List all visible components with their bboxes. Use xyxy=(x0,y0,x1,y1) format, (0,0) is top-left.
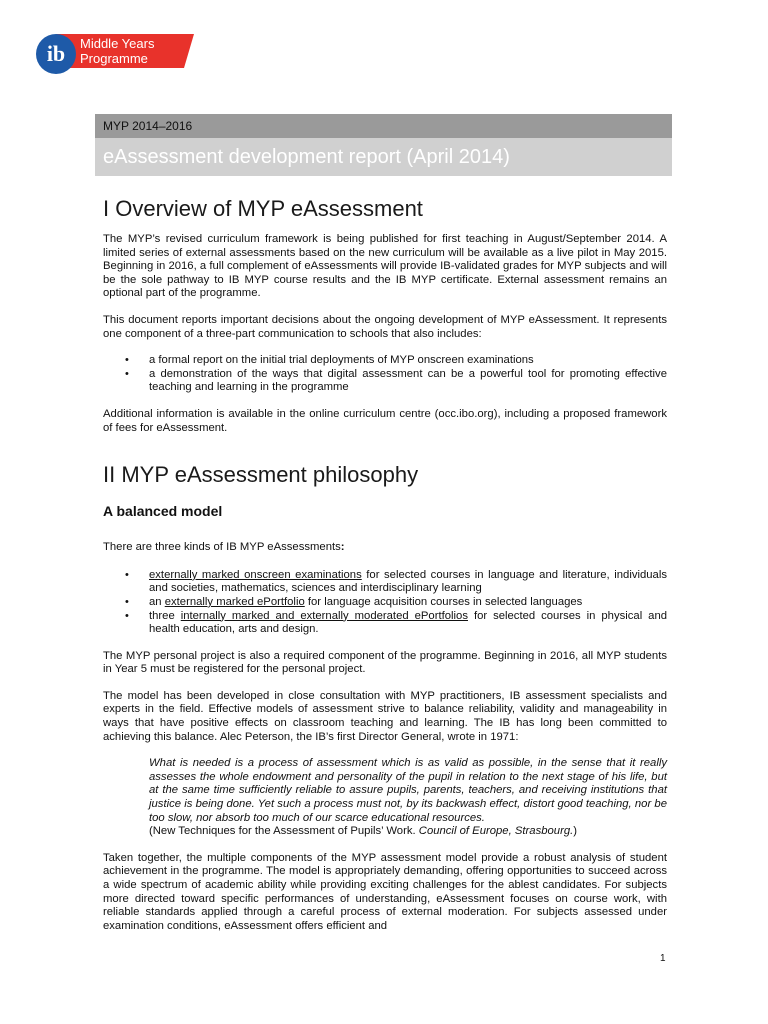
peterson-quote xyxy=(149,757,667,839)
quote-text: What is needed is a process of assessment which is as valid as possible, in the sense that it really assesses the whole endowment and personality of the pupil in relation to the next stage of his life, but at the same time sufficiently reliable to assure pupils, parents, teachers, and receiving institutions that justice is being done. Yet such a process must not, by its backwash effect, distort good teaching, nor be too slow, nor absorb too much of our scarce educational resources. xyxy=(149,757,667,824)
section2-heading: II MYP eAssessment philosophy xyxy=(103,462,419,488)
banner-series-label: MYP 2014–2016 xyxy=(95,114,672,138)
section1-heading: I Overview of MYP eAssessment xyxy=(103,196,423,221)
section2-subheading: A balanced model xyxy=(103,503,223,520)
bullet-text: three xyxy=(149,609,181,622)
intro-colon: : xyxy=(340,541,345,554)
list-item xyxy=(149,596,667,610)
assessment-kinds-list xyxy=(103,569,667,637)
citation-source: Council of Europe, Strasbourg. xyxy=(418,825,574,838)
document-banner xyxy=(95,114,672,176)
page-number: 1 xyxy=(660,953,666,964)
quote-citation xyxy=(149,825,667,839)
bullet-text: for selected courses in language and literature, individuals and societies, mathematics, sciences and interdisciplinary learning xyxy=(149,568,667,595)
onscreen-exams-term: externally marked onscreen examinations xyxy=(149,568,362,581)
section1-paragraph-3: Additional information is available in the online curriculum centre (occ.ibo.org), including a proposed framework of fees for eAssessment. xyxy=(103,407,667,434)
logo-line2: Programme xyxy=(80,51,148,66)
document-body xyxy=(103,195,667,946)
bullet-text: for selected courses in physical and health education, arts and design. xyxy=(149,609,668,636)
section1-paragraph-2: This document reports important decisions about the ongoing development of MYP eAssessment. It represents one component of a three-part communication to schools that also includes: xyxy=(103,313,667,340)
ib-myp-logo xyxy=(34,30,196,78)
section2-paragraph-3: The model has been developed in close consultation with MYP practitioners, IB assessment specialists and experts in the field. Effective models of assessment strive to balance reliability, validity and manageability in ways that have positive effects on classroom teaching and learning. The IB has long been committed to achieving this balance. Alec Peterson, the IB’s first Director General, wrote in 1971: xyxy=(103,689,667,743)
eportfolio-term: externally marked ePortfolio xyxy=(164,595,305,608)
bullet-text: an xyxy=(149,595,165,608)
assessment-kinds-intro: There are three kinds of IB MYP eAssessments xyxy=(103,541,341,554)
section2-paragraph-2: The MYP personal project is also a required component of the programme. Beginning in 2016, all MYP students in Year 5 must be registered for the personal project. xyxy=(103,649,667,676)
section2-paragraph-1 xyxy=(103,541,667,555)
list-item xyxy=(149,569,667,596)
bullet-text: for language acquisition courses in selected languages xyxy=(304,595,583,608)
section1-paragraph-1: The MYP’s revised curriculum framework is being published for first teaching in August/September 2014. A limited series of external assessments based on the new curriculum will be available as a live pilot in May 2015. Beginning in 2016, a full complement of eAssessments will provide IB-validated grades for MYP subjects and will be the sole pathway to IB MYP course results and the IB MYP certificate. External assessment remains an optional part of the programme. xyxy=(103,233,667,300)
banner-title: eAssessment development report (April 2014) xyxy=(95,138,672,176)
citation-close: ) xyxy=(573,825,578,838)
logo-icon-text: ib xyxy=(46,41,66,66)
list-item: • a formal report on the initial trial deployments of MYP onscreen examinations xyxy=(149,354,667,368)
moderated-eportfolios-term: internally marked and externally moderated ePortfolios xyxy=(180,609,468,622)
section1-bullet-list xyxy=(103,354,667,395)
logo-line1: Middle Years xyxy=(80,36,155,51)
list-item: • a demonstration of the ways that digital assessment can be a powerful tool for promoting effective teaching and learning in the programme xyxy=(149,368,667,395)
citation-text: (New Techniques for the Assessment of Pupils’ Work. xyxy=(149,825,419,838)
list-item xyxy=(149,610,667,637)
section2-paragraph-4: Taken together, the multiple components of the MYP assessment model provide a robust analysis of student achievement in the programme. The model is appropriately demanding, offering opportunities to succeed across a wide spectrum of academic ability while providing exciting challenges for the ablest candidates. For subjects more directed toward specific performances of understanding, eAssessment focuses on course work, with reliable standards applied through a careful process of external moderation. For subjects assessed under examination conditions, eAssessment offers efficient and xyxy=(103,851,667,932)
